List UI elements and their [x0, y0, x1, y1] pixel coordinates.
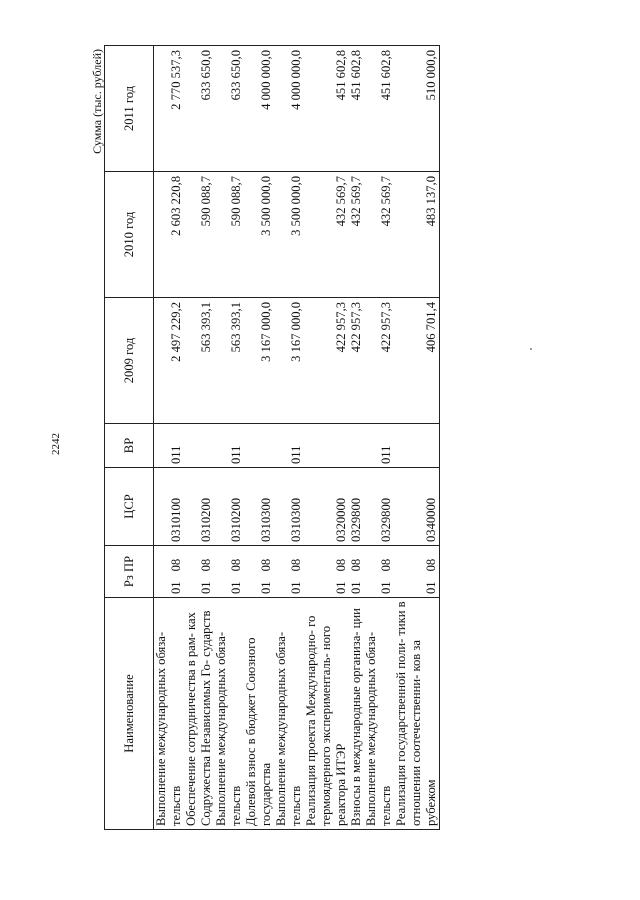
- row-rz-pr: [244, 546, 274, 598]
- row-2010: 483 137,0: [394, 172, 440, 298]
- row-vr: 011: [274, 424, 304, 468]
- row-2011: 633 650,0: [184, 46, 214, 172]
- row-2011: 633 650,0: [214, 46, 244, 172]
- row-pr: 08: [169, 558, 183, 572]
- row-rz-pr: [304, 546, 349, 598]
- row-rz: 01: [229, 581, 243, 594]
- row-rz: 01: [424, 581, 438, 594]
- row-csr: 0310100: [154, 468, 185, 546]
- row-2009: 563 393,1: [184, 298, 214, 424]
- row-2011: 451 602,8: [349, 46, 364, 172]
- row-2009: 563 393,1: [214, 298, 244, 424]
- row-name: Реализация проекта Международно- го термоядерного эксперименталь- ного реактора ИТЭР: [304, 598, 349, 830]
- row-2010: 3 500 000,0: [274, 172, 304, 298]
- page-number: 2242: [50, 433, 62, 455]
- row-vr: 011: [214, 424, 244, 468]
- row-2011: 451 602,8: [364, 46, 394, 172]
- row-2011: 4 000 000,0: [244, 46, 274, 172]
- header-name: Наименование: [105, 598, 154, 830]
- row-rz-pr: [349, 546, 364, 598]
- row-2009: 2 497 229,2: [154, 298, 185, 424]
- table-row: [304, 46, 349, 830]
- row-pr: 08: [199, 558, 213, 572]
- row-rz: 01: [169, 581, 183, 594]
- row-2010: 3 500 000,0: [244, 172, 274, 298]
- rotated-budget-page: [90, 45, 560, 830]
- row-2010: 590 088,7: [214, 172, 244, 298]
- row-vr: [244, 424, 274, 468]
- row-name: Взносы в международные организа- ции: [349, 598, 364, 830]
- row-name: Выполнение международных обяза- тельств: [214, 598, 244, 830]
- header-2009: 2009 год: [105, 298, 154, 424]
- budget-table: [104, 45, 440, 830]
- row-name: Выполнение международных обяза- тельств: [274, 598, 304, 830]
- row-rz-pr: [394, 546, 440, 598]
- table-row: [274, 46, 304, 830]
- row-2009: 422 957,3: [364, 298, 394, 424]
- row-2010: 590 088,7: [184, 172, 214, 298]
- header-rz: Рз: [121, 575, 136, 588]
- row-pr: 08: [289, 558, 303, 572]
- row-name: Выполнение международных обяза- тельств: [154, 598, 185, 830]
- row-name: Выполнение международных обяза- тельств: [364, 598, 394, 830]
- row-2009: 422 957,3: [304, 298, 349, 424]
- row-2010: 432 569,7: [304, 172, 349, 298]
- row-csr: 0320000: [304, 468, 349, 546]
- units-label: Сумма (тыс. рублей): [90, 49, 104, 154]
- table-row: [214, 46, 244, 830]
- row-name: Долевой взнос в бюджет Союзного государства: [244, 598, 274, 830]
- row-pr: 08: [349, 558, 363, 572]
- row-csr: 0310300: [244, 468, 274, 546]
- header-csr: ЦСР: [105, 468, 154, 546]
- row-rz-pr: [364, 546, 394, 598]
- row-2011: 2 770 537,3: [154, 46, 185, 172]
- row-2010: 432 569,7: [364, 172, 394, 298]
- row-csr: 0310200: [184, 468, 214, 546]
- row-rz: 01: [259, 581, 273, 594]
- row-rz: 01: [289, 581, 303, 594]
- header-vr: ВР: [105, 424, 154, 468]
- row-rz: 01: [349, 581, 363, 594]
- row-rz: 01: [379, 581, 393, 594]
- row-csr: 0310300: [274, 468, 304, 546]
- row-2010: 432 569,7: [349, 172, 364, 298]
- row-pr: 08: [424, 558, 438, 572]
- row-rz: 01: [334, 581, 348, 594]
- row-name: Обеспечение сотрудничества в рам- ках Содружества Независимых Го- сударств: [184, 598, 214, 830]
- row-pr: 08: [259, 558, 273, 572]
- header-2010: 2010 год: [105, 172, 154, 298]
- row-vr: [349, 424, 364, 468]
- row-csr: 0329800: [349, 468, 364, 546]
- row-vr: 011: [364, 424, 394, 468]
- row-csr: 0329800: [364, 468, 394, 546]
- row-rz-pr: [184, 546, 214, 598]
- row-2009: 3 167 000,0: [244, 298, 274, 424]
- row-pr: 08: [229, 558, 243, 572]
- table-row: [244, 46, 274, 830]
- row-rz-pr: [214, 546, 244, 598]
- row-2009: 422 957,3: [349, 298, 364, 424]
- row-2009: 3 167 000,0: [274, 298, 304, 424]
- row-vr: [304, 424, 349, 468]
- row-name: Реализация государственной поли- тики в отношении соотечественни- ков за рубежом: [394, 598, 440, 830]
- row-csr: 0310200: [214, 468, 244, 546]
- row-2011: 510 000,0: [394, 46, 440, 172]
- row-rz: 01: [199, 581, 213, 594]
- row-vr: [394, 424, 440, 468]
- row-csr: 0340000: [394, 468, 440, 546]
- row-2011: 451 602,8: [304, 46, 349, 172]
- row-vr: 011: [154, 424, 185, 468]
- row-rz-pr: [154, 546, 185, 598]
- row-rz-pr: [274, 546, 304, 598]
- row-pr: 08: [379, 558, 393, 572]
- header-rz-pr: [105, 546, 154, 598]
- row-2011: 4 000 000,0: [274, 46, 304, 172]
- table-row: [349, 46, 364, 830]
- row-2010: 2 603 220,8: [154, 172, 185, 298]
- table-header-row: [105, 46, 154, 830]
- row-2009: 406 701,4: [394, 298, 440, 424]
- table-row: [364, 46, 394, 830]
- row-vr: [184, 424, 214, 468]
- header-pr: ПР: [121, 555, 136, 572]
- header-2011: 2011 год: [105, 46, 154, 172]
- table-row: [394, 46, 440, 830]
- row-pr: 08: [334, 558, 348, 572]
- table-row: [184, 46, 214, 830]
- table-row: [154, 46, 185, 830]
